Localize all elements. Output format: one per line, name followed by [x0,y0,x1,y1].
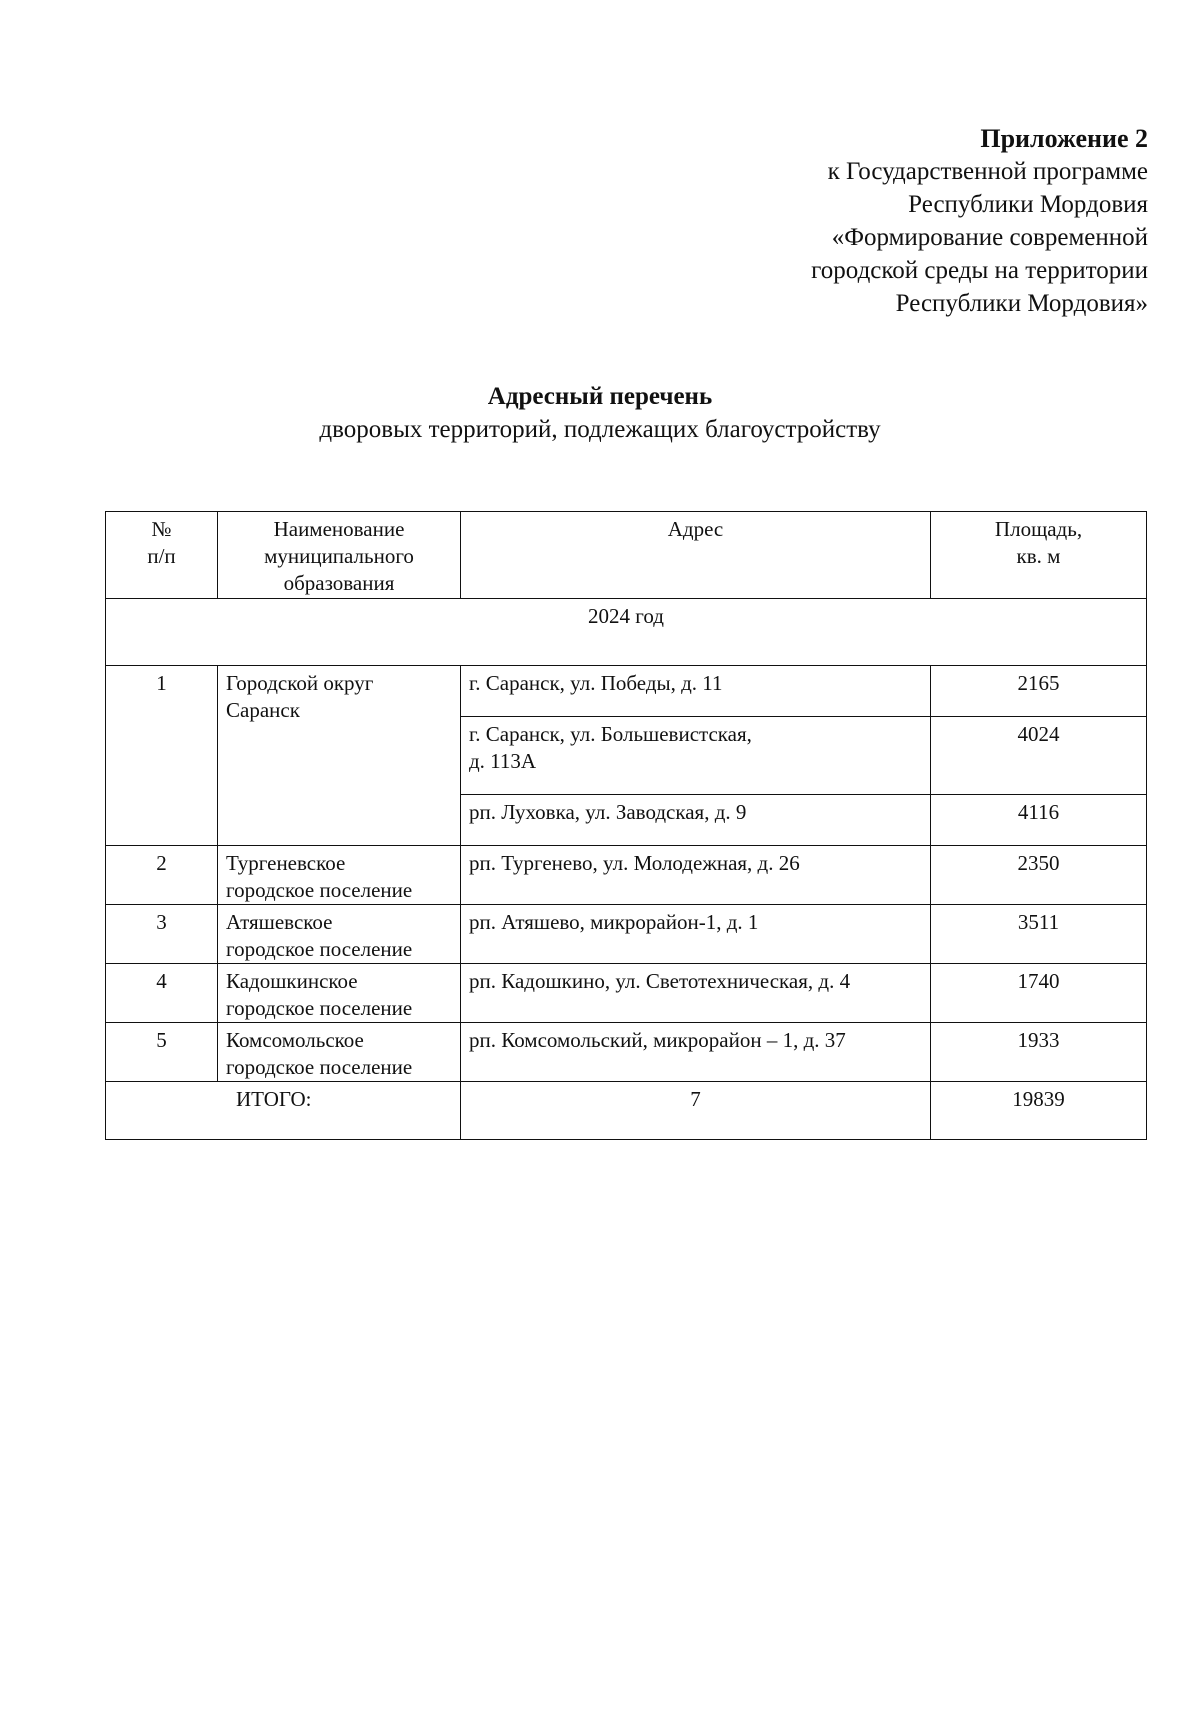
document-subtitle: дворовых территорий, подлежащих благоустройству [319,416,881,443]
row-address [461,717,931,795]
row-address [461,846,931,905]
address-line: г. Саранск, ул. Большевистская, [469,722,752,746]
table-row [106,905,1147,964]
row-num: 1 [106,666,218,846]
appendix-block [811,122,1148,320]
row-num: 2 [106,846,218,905]
appendix-line: Республики Мордовия» [895,290,1148,317]
document-title: Адресный перечень [487,383,713,410]
row-num: 3 [106,905,218,964]
address-line: рп. Луховка, ул. Заводская, д. 9 [469,800,747,824]
document-title-block [0,380,1200,446]
municipality-line: городское поселение [226,1055,413,1079]
municipality-line: Городской округ [226,671,374,695]
municipality-line: Тургеневское [226,851,346,875]
row-area: 3511 [931,905,1147,964]
row-area: 2165 [931,666,1147,717]
total-count: 7 [461,1082,931,1140]
table-row [106,964,1147,1023]
municipality-line: Комсомольское [226,1028,364,1052]
municipality-line: городское поселение [226,878,413,902]
row-municipality [218,846,461,905]
header-municipality-line: образования [283,571,395,595]
total-row [106,1082,1147,1140]
year-label: 2024 год [106,599,1147,666]
table-row [106,666,1147,717]
address-line: рп. Атяшево, микрорайон-1, д. 1 [469,910,759,934]
address-line: рп. Кадошкино, ул. Светотехническая, д. 4 [469,969,851,993]
row-address [461,666,931,717]
header-address: Адрес [461,512,931,599]
row-address [461,964,931,1023]
row-municipality [218,905,461,964]
row-area: 4024 [931,717,1147,795]
row-municipality [218,666,461,846]
row-num: 4 [106,964,218,1023]
row-address [461,795,931,846]
municipality-line: городское поселение [226,996,413,1020]
appendix-line: городской среды на территории [811,257,1148,284]
row-municipality [218,964,461,1023]
appendix-line: «Формирование современной [831,224,1148,251]
address-list-table [105,511,1147,1140]
header-municipality-line: Наименование [273,517,405,541]
total-area: 19839 [931,1082,1147,1140]
municipality-line: городское поселение [226,937,413,961]
header-municipality [218,512,461,599]
header-municipality-line: муниципального [264,544,414,568]
table-row [106,1023,1147,1082]
table-row [106,846,1147,905]
appendix-line: к Государственной программе [827,158,1148,185]
address-line: д. 113А [469,749,537,773]
row-area: 2350 [931,846,1147,905]
row-area: 1933 [931,1023,1147,1082]
row-municipality [218,1023,461,1082]
header-num-line: п/п [147,544,176,568]
total-label: ИТОГО: [106,1082,461,1140]
row-num: 5 [106,1023,218,1082]
appendix-heading: Приложение 2 [980,124,1148,153]
header-area [931,512,1147,599]
row-address [461,1023,931,1082]
header-num [106,512,218,599]
year-row [106,599,1147,666]
municipality-line: Саранск [226,698,300,722]
table-header-row [106,512,1147,599]
row-address [461,905,931,964]
address-line: рп. Тургенево, ул. Молодежная, д. 26 [469,851,800,875]
header-num-line: № [151,517,172,541]
municipality-line: Атяшевское [226,910,333,934]
municipality-line: Кадошкинское [226,969,358,993]
address-line: рп. Комсомольский, микрорайон – 1, д. 37 [469,1028,846,1052]
header-area-line: Площадь, [994,517,1083,541]
row-area: 4116 [931,795,1147,846]
row-area: 1740 [931,964,1147,1023]
header-area-line: кв. м [1016,544,1061,568]
address-line: г. Саранск, ул. Победы, д. 11 [469,671,723,695]
appendix-line: Республики Мордовия [908,191,1148,218]
